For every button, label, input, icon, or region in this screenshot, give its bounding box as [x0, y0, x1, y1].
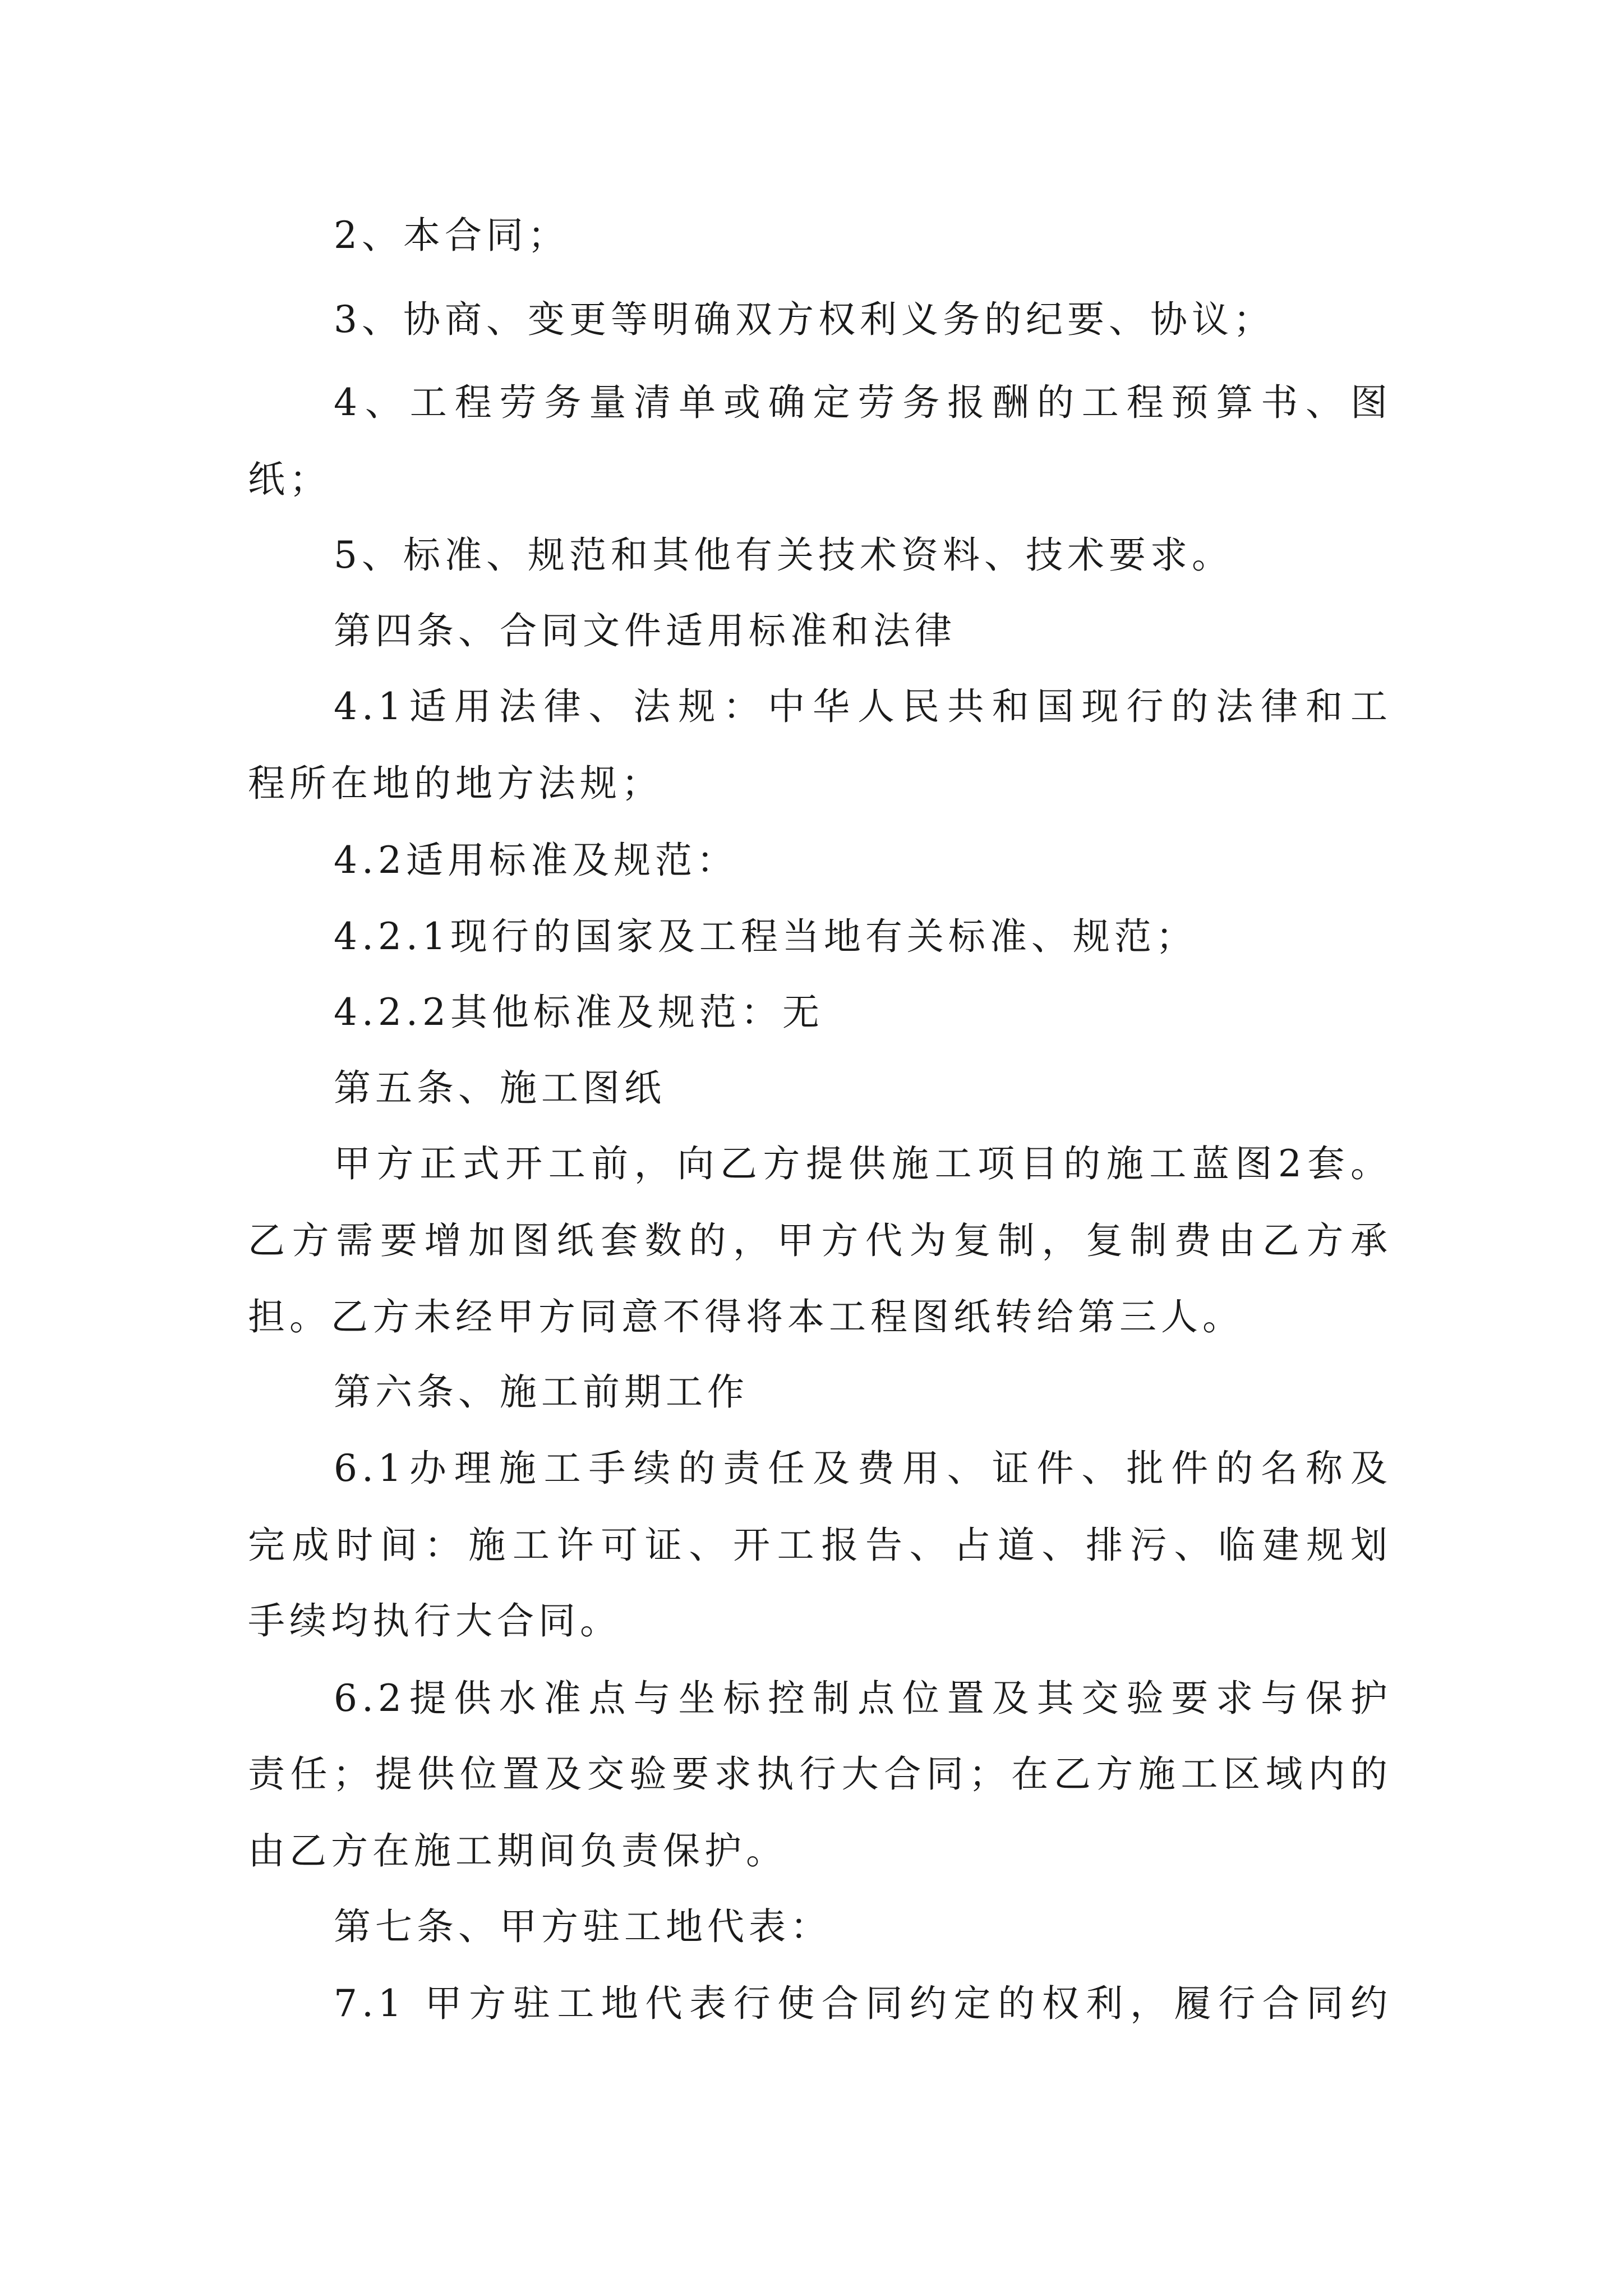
article-4-1-line-2: 程所在地的地方法规；: [248, 762, 663, 805]
clause-4-line-2: 纸；: [248, 458, 331, 501]
article-6-2-line-3: 由乙方在施工期间负责保护。: [248, 1829, 787, 1872]
article-6-2-line-1: 6.2提供水准点与坐标控制点位置及其交验要求与保护: [334, 1677, 1392, 1720]
clause-5: 5、标准、规范和其他有关技术资料、技术要求。: [334, 533, 1233, 577]
article-6-heading: 第六条、施工前期工作: [334, 1370, 749, 1414]
article-5-line-3: 担。乙方未经甲方同意不得将本工程图纸转给第三人。: [248, 1295, 1244, 1338]
article-5-line-2: 乙方需要增加图纸套数的，甲方代为复制，复制费由乙方承: [248, 1219, 1392, 1262]
article-5-heading: 第五条、施工图纸: [334, 1066, 666, 1110]
article-6-1-line-1: 6.1办理施工手续的责任及费用、证件、批件的名称及: [334, 1447, 1392, 1490]
article-4-heading: 第四条、合同文件适用标准和法律: [334, 609, 956, 652]
article-7-heading: 第七条、甲方驻工地代表：: [334, 1905, 832, 1948]
clause-4-line-1: 4、工程劳务量清单或确定劳务报酬的工程预算书、图: [334, 381, 1392, 424]
article-5-line-1: 甲方正式开工前，向乙方提供施工项目的施工蓝图2套。: [334, 1142, 1392, 1185]
article-6-2-line-2: 责任；提供位置及交验要求执行大合同；在乙方施工区域内的: [248, 1752, 1392, 1796]
article-4-1-line-1: 4.1适用法律、法规：中华人民共和国现行的法律和工: [334, 685, 1392, 728]
clause-3: 3、协商、变更等明确双方权利义务的纪要、协议；: [334, 298, 1275, 341]
clause-2: 2、本合同；: [334, 214, 569, 257]
article-4-2: 4.2适用标准及规范：: [334, 839, 738, 882]
article-6-1-line-3: 手续均执行大合同。: [248, 1599, 621, 1642]
article-7-1-line-1: 7.1 甲方驻工地代表行使合同约定的权利，履行合同约: [334, 1982, 1392, 2025]
article-4-2-1: 4.2.1现行的国家及工程当地有关标准、规范；: [334, 915, 1197, 958]
article-4-2-2: 4.2.2其他标准及规范：无: [334, 991, 824, 1034]
article-6-1-line-2: 完成时间：施工许可证、开工报告、占道、排污、临建规划: [248, 1524, 1392, 1567]
